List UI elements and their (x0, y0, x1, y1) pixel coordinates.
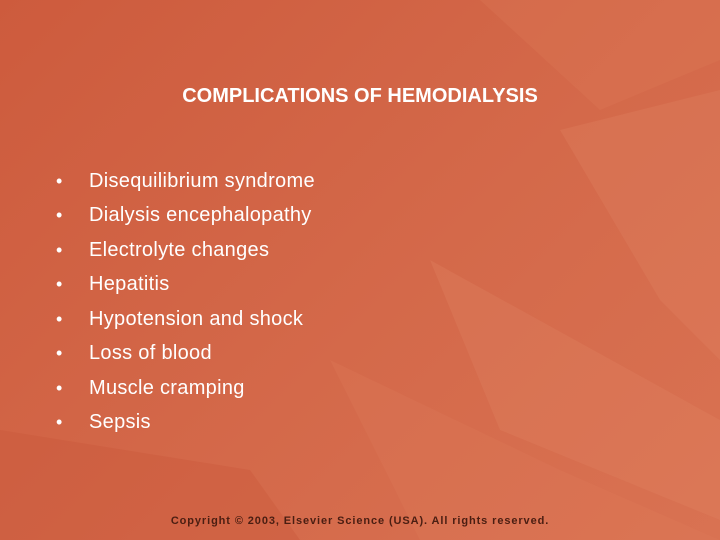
list-item (56, 233, 315, 268)
bullet-icon: • (56, 308, 63, 329)
list-item-label: Disequilibrium syndrome (89, 169, 315, 192)
list-item (56, 164, 315, 199)
bullet-icon: • (56, 377, 63, 398)
slide-title: COMPLICATIONS OF HEMODIALYSIS (182, 85, 538, 107)
complications-list (56, 164, 315, 440)
list-item-label: Loss of blood (89, 342, 212, 365)
list-item (56, 337, 315, 372)
list-item (56, 268, 315, 303)
list-item-label: Sepsis (89, 411, 151, 434)
list-item-label: Muscle cramping (89, 376, 245, 399)
list-item-label: Dialysis encephalopathy (89, 204, 312, 227)
list-item (56, 302, 315, 337)
bullet-icon: • (56, 412, 63, 433)
list-item (56, 406, 315, 441)
bullet-icon: • (56, 205, 63, 226)
copyright-footer: Copyright © 2003, Elsevier Science (USA). All rights reserved. (170, 515, 550, 527)
bullet-icon: • (56, 239, 63, 260)
list-item (56, 371, 315, 406)
bullet-icon: • (56, 274, 63, 295)
bullet-icon: • (56, 343, 63, 364)
list-item-label: Hypotension and shock (89, 307, 304, 330)
bullet-icon: • (56, 170, 63, 191)
list-item-label: Electrolyte changes (89, 238, 270, 261)
list-item-label: Hepatitis (89, 273, 170, 296)
list-item (56, 199, 315, 234)
